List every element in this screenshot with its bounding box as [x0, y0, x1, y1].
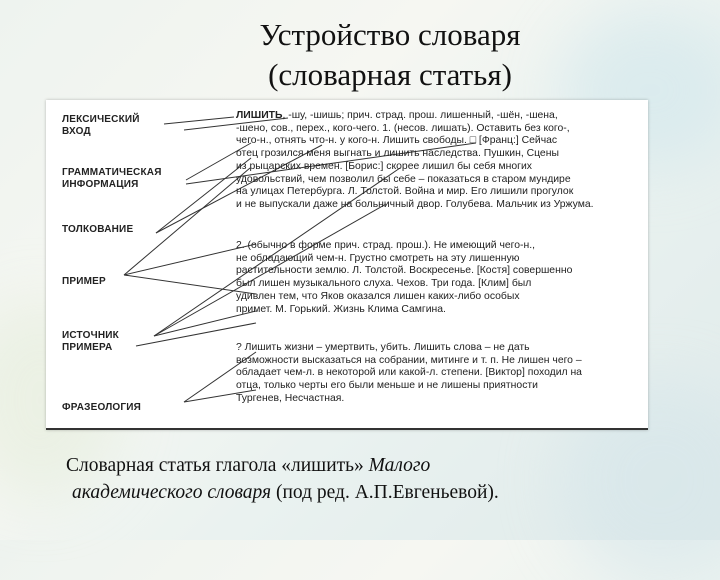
caption-line-2: академического словаря (под ред. А.П.Евгеньевой).: [72, 482, 499, 503]
figure-caption: [66, 452, 666, 506]
entry-line: и не выпускали даже на больничный двор. Голубева. Мальчик из Уржума.: [236, 198, 594, 210]
entry-line: на улицах Петербурга. Л. Толстой. Война и мир. Его лишили прогулок: [236, 186, 574, 198]
entry-line: обладает чем-л. в некоторой или какой-л. степени. [Виктор] походил на: [236, 367, 582, 379]
headword: ЛИШИТЬ: [236, 110, 283, 121]
entry-line: был лишен музыкального слуха. Чехов. Три года. [Клим] был: [236, 278, 532, 290]
entry-line: растительности землю. Л. Толстой. Воскресенье. [Костя] совершенно: [236, 265, 573, 277]
entry-block-1: [236, 110, 636, 212]
entry-line: не обладающий чем-н. Грустно смотреть на эту лишенную: [236, 252, 520, 264]
entry-line: 2. (обычно в форме прич. страд. прош.). Не имеющий чего-н.,: [236, 240, 535, 251]
entry-line: возможности высказаться на собрании, митинге и т. п. Не лишен чего –: [236, 354, 582, 366]
entry-block-2: [236, 240, 636, 316]
slide-title-line-1: Устройство словаря: [259, 17, 521, 52]
entry-line: -шено, сов., перех., кого-чего. 1. (несов. лишать). Оставить без кого-,: [236, 122, 570, 134]
label-source: ИСТОЧНИК ПРИМЕРА: [62, 330, 119, 353]
label-lexical-entry: ЛЕКСИЧЕСКИЙ ВХОД: [62, 114, 140, 137]
label-example: ПРИМЕР: [62, 276, 106, 287]
entry-block-3: [236, 342, 636, 406]
entry-line: примет. М. Горький. Жизнь Клима Самгина.: [236, 303, 446, 315]
connector-line: [164, 117, 234, 124]
entry-line: из рыцарских времен. [Борис:] скорее лишил бы себя многих: [236, 160, 532, 172]
label-phraseology: ФРАЗЕОЛОГИЯ: [62, 402, 142, 413]
entry-line: Тургенев, Несчастная.: [236, 392, 345, 404]
entry-line: отец грозился меня выгнать и лишить наследства. Пушкин, Сцены: [236, 148, 559, 160]
entry-line: чего-н., отнять что-н. у кого-н. Лишить свободы. □ [Франц:] Сейчас: [236, 135, 558, 147]
dictionary-entry-figure: [46, 100, 648, 430]
entry-line: удивлен тем, что Яков оказался лишен каких-либо особых: [236, 290, 520, 302]
label-definition: ТОЛКОВАНИЕ: [62, 224, 134, 235]
entry-line: ЛИШИТЬ, -шу, -шишь; прич. страд. прош. лишенный, -шён, -шена,: [236, 110, 558, 121]
label-grammatical-info: ГРАММАТИЧЕСКАЯ ИНФОРМАЦИЯ: [62, 167, 162, 190]
caption-line-1: Словарная статья глагола «лишить» Малого: [66, 455, 431, 476]
entry-line: ? Лишить жизни – умертвить, убить. Лишить слова – не дать: [236, 342, 530, 353]
entry-line: удовольствий, чем позволил бы себе – показаться в старом мундире: [236, 173, 571, 185]
entry-line: отца, только черты его были меньше и не лишены приятности: [236, 380, 538, 392]
slide-title-line-2: (словарная статья): [268, 57, 512, 92]
